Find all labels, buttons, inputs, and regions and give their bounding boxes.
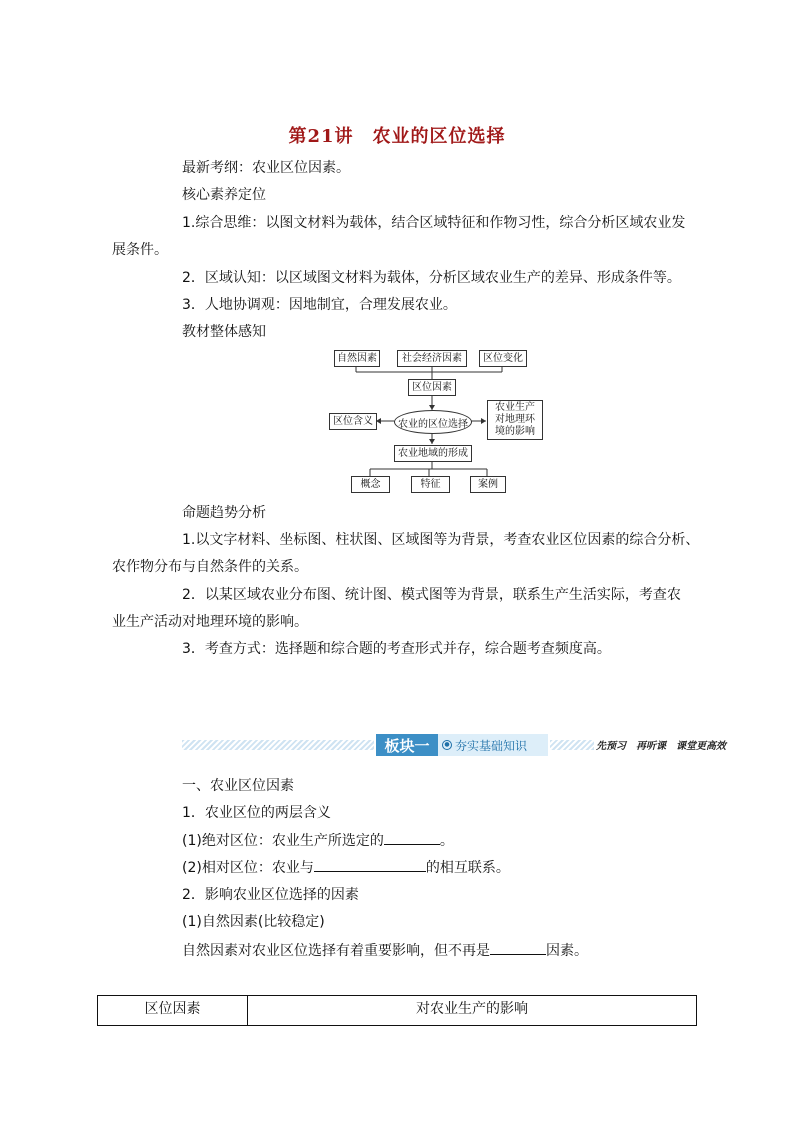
hexin-item-3: 3．人地协调观：因地制宜，合理发展农业。 <box>182 297 457 313</box>
natural-factors-heading: (1)自然因素(比较稳定) <box>182 914 325 930</box>
natural-factors-text: 自然因素对农业区位选择有着重要影响，但不再是 <box>182 943 490 959</box>
hexin-item-2: 2．区域认知：以区域图文材料为载体，分析区域农业生产的差异、形成条件等。 <box>182 270 681 286</box>
banner-stripe-left <box>182 740 374 750</box>
relative-location-line <box>182 857 510 878</box>
diagram-box-factors: 区位因素 <box>408 379 456 396</box>
relative-location-text: (2)相对区位：农业与 <box>182 860 314 876</box>
hexin-heading: 核心素养定位 <box>182 187 266 203</box>
trend-item-2-cont: 业生产活动对地理环境的影响。 <box>112 614 308 630</box>
absolute-location-end: 。 <box>439 833 454 849</box>
trend-item-3: 3．考查方式：选择题和综合题的考查形式并存，综合题考查频度高。 <box>182 641 611 657</box>
table-header-impact: 对农业生产的影响 <box>248 996 697 1026</box>
banner-subtitle <box>438 734 548 756</box>
banner-stripe-mid <box>550 740 594 750</box>
section-banner <box>182 731 742 759</box>
diagram-box-region: 农业地域的形成 <box>394 445 472 462</box>
diagram-center-ellipse: 农业的区位选择 <box>394 410 472 434</box>
fill-blank-3 <box>490 940 546 955</box>
diagram-box-impact: 农业生产对地理环境的影响 <box>487 400 543 440</box>
relative-location-end: 的相互联系。 <box>425 860 510 876</box>
banner-tag: 板块一 <box>376 734 438 756</box>
factors-table <box>97 995 697 1026</box>
page-title: 第21讲 农业的区位选择 <box>288 126 506 147</box>
fill-blank-1 <box>384 830 440 845</box>
trend-heading: 命题趋势分析 <box>182 505 266 521</box>
diagram-box-concept: 概念 <box>351 476 390 493</box>
banner-subtitle-text: 夯实基础知识 <box>455 738 528 753</box>
diagram-box-meaning: 区位含义 <box>329 413 377 430</box>
diagram-box-case: 案例 <box>470 476 506 493</box>
diagram-box-social: 社会经济因素 <box>397 350 467 367</box>
table-header-factor: 区位因素 <box>98 996 248 1026</box>
subsection-1-heading: 1．农业区位的两层含义 <box>182 805 331 821</box>
natural-factors-end: 因素。 <box>546 943 588 959</box>
diagram-box-change: 区位变化 <box>479 350 527 367</box>
fill-blank-2 <box>314 857 426 872</box>
diagram-box-natural: 自然因素 <box>334 350 380 367</box>
banner-slogan: 先预习 再听课 课堂更高效 <box>596 741 726 752</box>
hexin-item-1-cont: 展条件。 <box>112 242 168 258</box>
circle-dot-icon: ● <box>442 740 452 750</box>
trend-item-1: 1.以文字材料、坐标图、柱状图、区域图等为背景，考查农业区位因素的综合分析、 <box>182 532 700 548</box>
natural-factors-line <box>182 940 588 961</box>
section-heading: 一、农业区位因素 <box>182 778 294 794</box>
subsection-2-heading: 2．影响农业区位选择的因素 <box>182 887 359 903</box>
trend-item-1-cont: 农作物分布与自然条件的关系。 <box>112 559 308 575</box>
trend-item-2: 2．以某区域农业分布图、统计图、模式图等为背景，联系生产生活实际，考查农 <box>182 587 681 603</box>
jiaocai-heading: 教材整体感知 <box>182 324 266 340</box>
diagram-box-feature: 特征 <box>411 476 450 493</box>
kaogang-line: 最新考纲：农业区位因素。 <box>182 160 350 176</box>
table-header-row <box>98 996 697 1026</box>
absolute-location-text: (1)绝对区位：农业生产所选定的 <box>182 833 384 849</box>
hexin-item-1: 1.综合思维：以图文材料为载体，结合区域特征和作物习性，综合分析区域农业发 <box>182 215 686 231</box>
absolute-location-line <box>182 830 454 851</box>
